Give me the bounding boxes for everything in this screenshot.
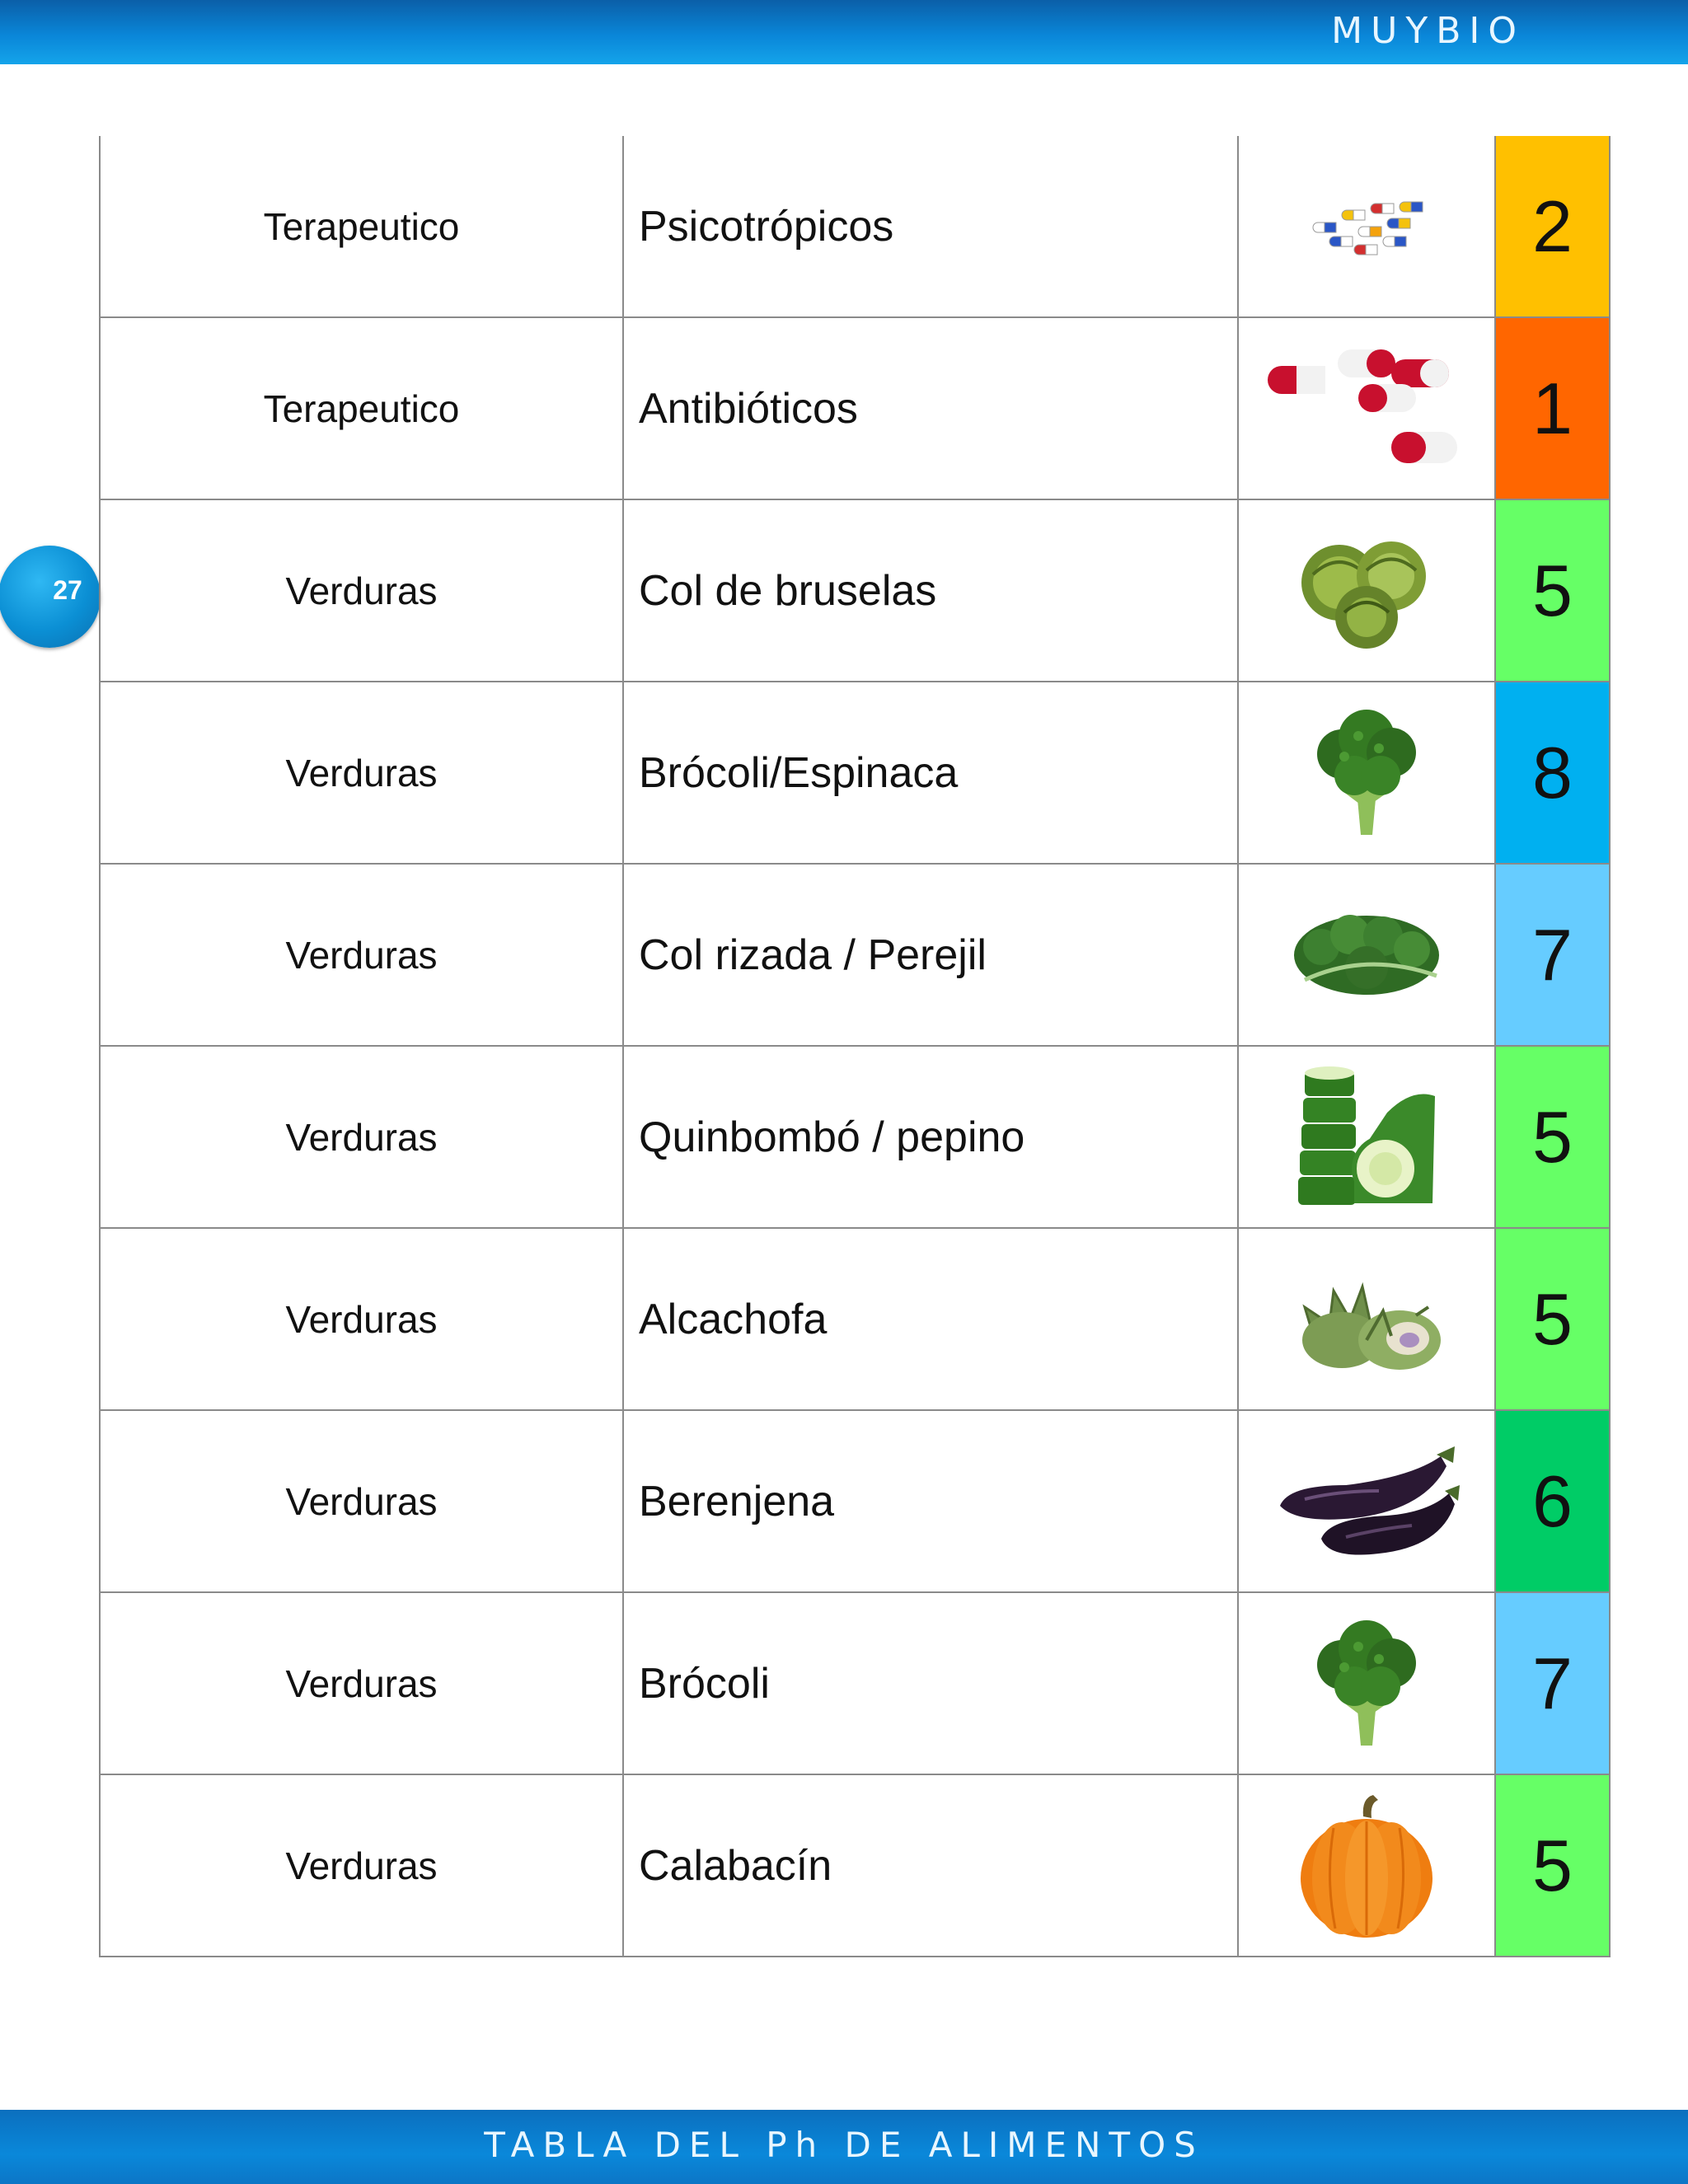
food-name-cell: Antibióticos bbox=[623, 317, 1238, 499]
ph-food-table bbox=[99, 136, 1611, 1957]
ph-value-cell: 7 bbox=[1495, 1592, 1610, 1774]
footer-bar bbox=[0, 2110, 1688, 2184]
header-bar bbox=[0, 0, 1688, 64]
pills-icon bbox=[1296, 185, 1437, 268]
ph-value-cell: 7 bbox=[1495, 864, 1610, 1046]
brand-name: MUYBIO bbox=[1331, 10, 1525, 52]
footer-title: TABLA DEL Ph DE ALIMENTOS bbox=[484, 2125, 1204, 2165]
ph-value-cell: 2 bbox=[1495, 136, 1610, 317]
table-row bbox=[100, 682, 1610, 864]
food-name-cell: Psicotrópicos bbox=[623, 136, 1238, 317]
broccoli-icon bbox=[1296, 1614, 1437, 1754]
category-cell: Terapeutico bbox=[100, 136, 623, 317]
page-number-badge bbox=[0, 546, 101, 648]
food-name-cell: Quinbombó / pepino bbox=[623, 1046, 1238, 1228]
image-cell bbox=[1238, 682, 1495, 864]
food-name-cell: Brócoli/Espinaca bbox=[623, 682, 1238, 864]
ph-value-cell: 5 bbox=[1495, 499, 1610, 682]
ph-value-cell: 5 bbox=[1495, 1228, 1610, 1410]
table-row bbox=[100, 1592, 1610, 1774]
food-name-cell: Calabacín bbox=[623, 1774, 1238, 1957]
capsules-icon bbox=[1264, 343, 1470, 475]
pumpkin-icon bbox=[1292, 1792, 1441, 1940]
cucumber-icon bbox=[1288, 1063, 1445, 1212]
table-row bbox=[100, 317, 1610, 499]
table-row bbox=[100, 136, 1610, 317]
eggplant-icon bbox=[1272, 1440, 1461, 1563]
category-cell: Verduras bbox=[100, 864, 623, 1046]
artichoke-icon bbox=[1284, 1258, 1449, 1381]
category-cell: Verduras bbox=[100, 1410, 623, 1592]
food-name-cell: Col rizada / Perejil bbox=[623, 864, 1238, 1046]
category-cell: Verduras bbox=[100, 499, 623, 682]
ph-value-cell: 5 bbox=[1495, 1774, 1610, 1957]
kale-icon bbox=[1288, 902, 1445, 1009]
table-row bbox=[100, 1228, 1610, 1410]
table-row bbox=[100, 864, 1610, 1046]
image-cell bbox=[1238, 317, 1495, 499]
image-cell bbox=[1238, 864, 1495, 1046]
table-row bbox=[100, 1410, 1610, 1592]
category-cell: Verduras bbox=[100, 1046, 623, 1228]
broccoli-icon bbox=[1296, 703, 1437, 843]
food-name-cell: Brócoli bbox=[623, 1592, 1238, 1774]
category-cell: Verduras bbox=[100, 682, 623, 864]
image-cell bbox=[1238, 1046, 1495, 1228]
brussels-sprouts-icon bbox=[1288, 525, 1445, 657]
food-name-cell: Alcachofa bbox=[623, 1228, 1238, 1410]
image-cell bbox=[1238, 1228, 1495, 1410]
image-cell bbox=[1238, 1592, 1495, 1774]
image-cell bbox=[1238, 1410, 1495, 1592]
image-cell bbox=[1238, 136, 1495, 317]
category-cell: Verduras bbox=[100, 1592, 623, 1774]
image-cell bbox=[1238, 499, 1495, 682]
category-cell: Verduras bbox=[100, 1228, 623, 1410]
ph-value-cell: 8 bbox=[1495, 682, 1610, 864]
ph-value-cell: 5 bbox=[1495, 1046, 1610, 1228]
table-row bbox=[100, 1046, 1610, 1228]
ph-value-cell: 6 bbox=[1495, 1410, 1610, 1592]
food-name-cell: Berenjena bbox=[623, 1410, 1238, 1592]
category-cell: Terapeutico bbox=[100, 317, 623, 499]
table-row bbox=[100, 499, 1610, 682]
page-number: 27 bbox=[53, 575, 82, 605]
category-cell: Verduras bbox=[100, 1774, 623, 1957]
table-row bbox=[100, 1774, 1610, 1957]
image-cell bbox=[1238, 1774, 1495, 1957]
ph-value-cell: 1 bbox=[1495, 317, 1610, 499]
food-name-cell: Col de bruselas bbox=[623, 499, 1238, 682]
